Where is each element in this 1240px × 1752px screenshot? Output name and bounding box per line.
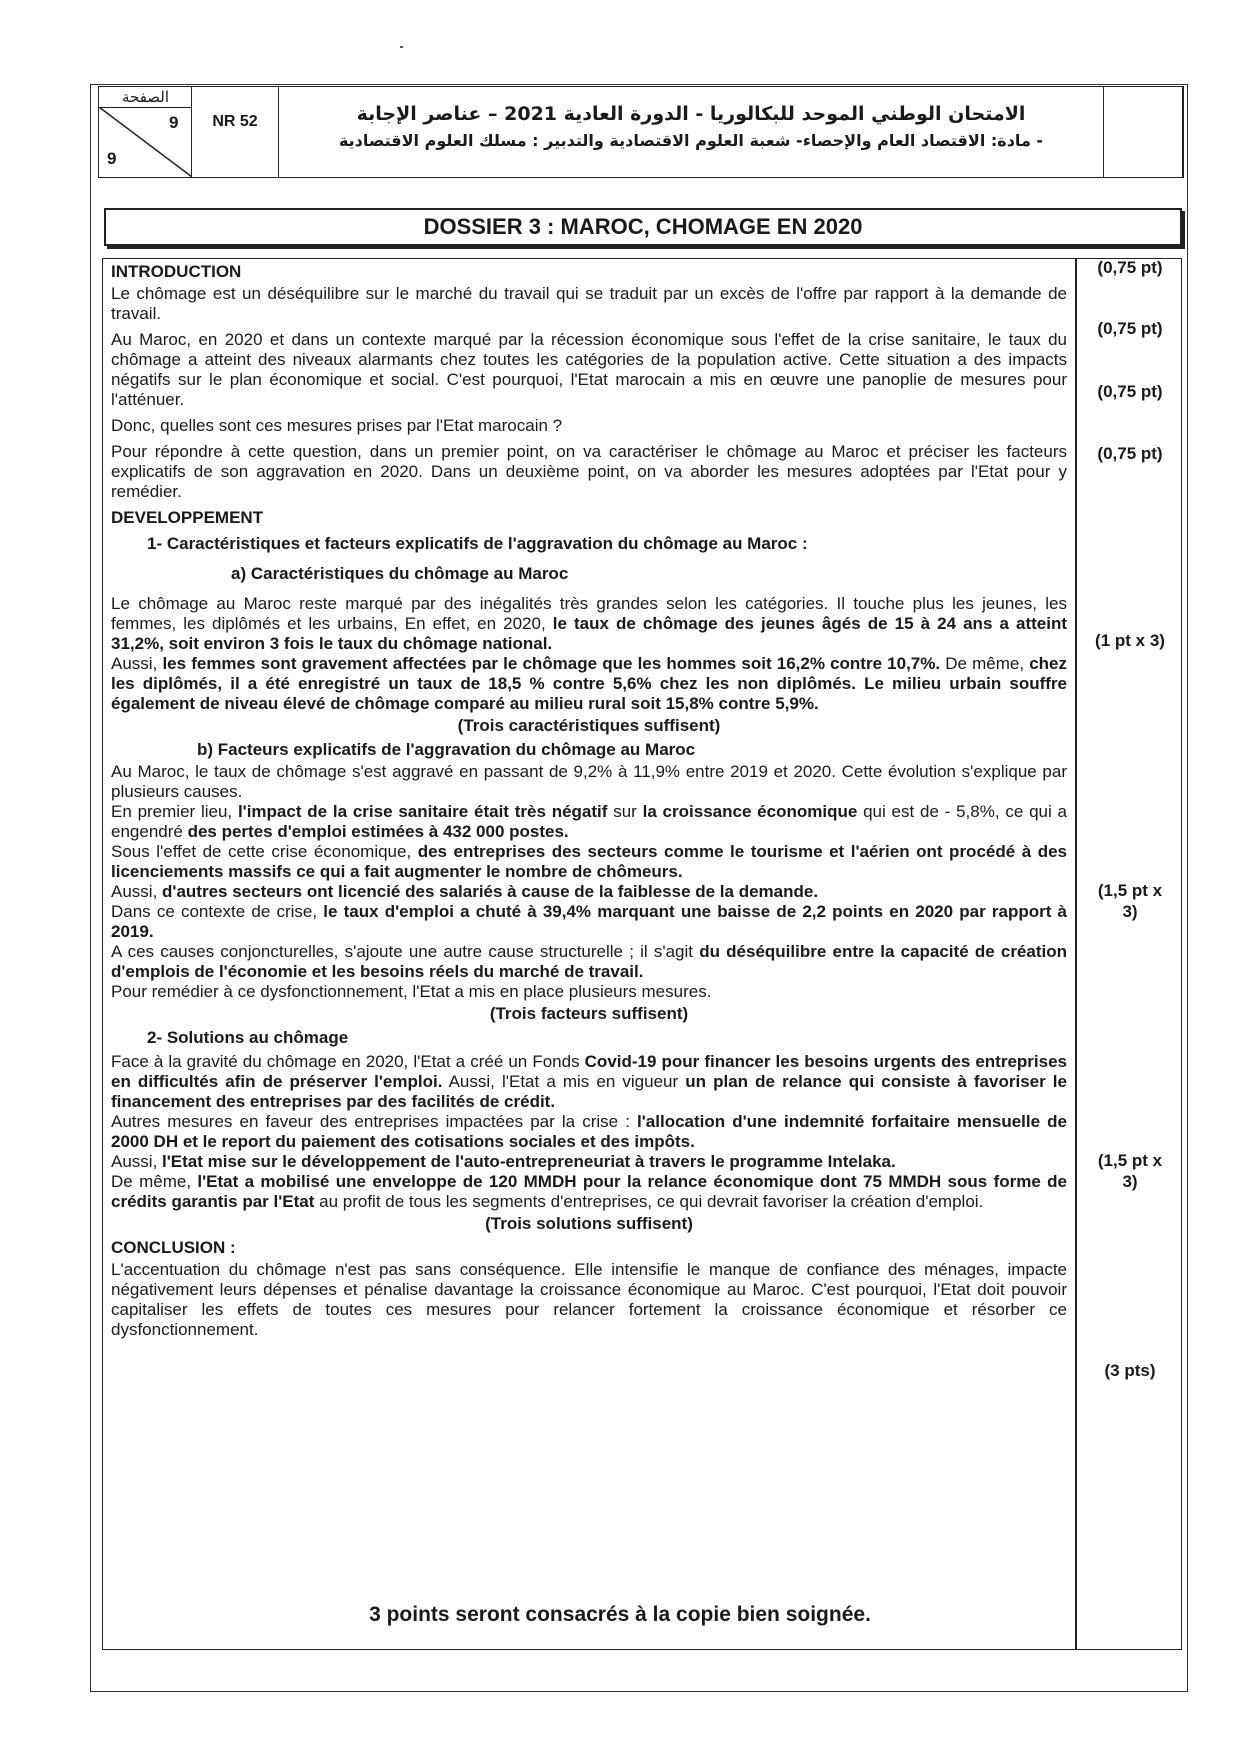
section-2-title: 2- Solutions au chômage	[147, 1028, 349, 1047]
factors-paragraph-6: A ces causes conjoncturelles, s'ajoute une autre cause structurelle ; il s'agit du déséquilibre entre la capacité de création d'emplois de l'économie et les besoins réels du marché de travail.	[111, 942, 1067, 981]
exam-header	[98, 86, 1184, 178]
page-number-cell	[99, 87, 192, 177]
blank-cell	[1104, 87, 1183, 177]
exam-code: NR 52	[212, 113, 258, 130]
factors-paragraph-2: En premier lieu, l'impact de la crise sanitaire était très négatif sur la croissance économique qui est de - 5,8%, ce qui a engendré des pertes d'emploi estimées à 432 000 postes.	[111, 802, 1067, 841]
factors-paragraph-7: Pour remédier à ce dysfonctionnement, l'Etat a mis en place plusieurs mesures.	[111, 982, 712, 1001]
solutions-paragraph-4: De même, l'Etat a mobilisé une enveloppe de 120 MMDH pour la relance économique dont 75 MMDH sous forme de crédits garantis par l'Etat au profit de tous les segments d'entreprises, ce qui devrait favoriser la création d'emploi.	[111, 1172, 1067, 1211]
solutions-paragraph-2: Autres mesures en faveur des entreprises impactées par la crise : l'allocation d'une indemnité forfaitaire mensuelle de 2000 DH et le report du paiement des cotisations sociales et des impôts.	[111, 1112, 1067, 1151]
intro-paragraph-4: Pour répondre à cette question, dans un premier point, on va caractériser le chômage au Maroc et préciser les facteurs explicatifs de son aggravation en 2020. Dans un deuxième point, on va aborder les mesures adoptées par l'Etat pour y remédier.	[111, 442, 1067, 501]
factors-note: (Trois facteurs suffisent)	[489, 1004, 689, 1023]
subsection-b-title: b) Facteurs explicatifs de l'aggravation du chômage au Maroc	[197, 740, 696, 759]
factors-paragraph-3: Sous l'effet de cette crise économique, des entreprises des secteurs comme le tourisme et l'aérien ont procédé à des licenciements massifs ce qui a fait augmenter le nombre de chômeurs.	[111, 842, 1067, 881]
current-page-number: 9	[169, 113, 179, 132]
score-factors-line2: 3)	[1122, 902, 1138, 921]
factors-paragraph-5: Dans ce contexte de crise, le taux d'emploi a chuté à 39,4% marquant une baisse de 2,2 points en 2020 par rapport à 2019.	[111, 902, 1067, 941]
characteristics-paragraph-1: Le chômage au Maroc reste marqué par des inégalités très grandes selon les catégories. Il touche plus les jeunes, les femmes, les diplômés et les urbains, En effet, en 2020, le taux de chômage des jeunes âgés de 15 à 24 ans a atteint 31,2%, soit environ 3 fois le taux du chômage national.	[111, 594, 1067, 653]
score-intro-4: (0,75 pt)	[1097, 444, 1163, 463]
exam-title-line2: - مادة: الاقتصاد العام والإحصاء- شعبة العلوم الاقتصادية والتدبير : مسلك العلوم الاقتصادية	[338, 131, 1044, 150]
solutions-paragraph-1: Face à la gravité du chômage en 2020, l'Etat a créé un Fonds Covid-19 pour financer les besoins urgents des entreprises en difficultés afin de préserver l'emploi. Aussi, l'Etat a mis en vigueur un plan de relance qui consiste à favoriser le financement des entreprises par des facilités de crédit.	[111, 1052, 1067, 1111]
scan-speck	[400, 46, 403, 48]
score-solutions-line1: (1,5 pt x	[1097, 1151, 1163, 1170]
dossier-title: DOSSIER 3 : MAROC, CHOMAGE EN 2020	[104, 208, 1182, 246]
subsection-a-title: a) Caractéristiques du chômage au Maroc	[231, 564, 569, 583]
score-intro-3: (0,75 pt)	[1097, 382, 1163, 401]
solutions-note: (Trois solutions suffisent)	[485, 1214, 693, 1233]
answer-content	[111, 262, 1067, 1346]
score-intro-2: (0,75 pt)	[1097, 319, 1163, 338]
footer-note: 3 points seront consacrés à la copie bien soignée.	[369, 1603, 871, 1626]
characteristics-note: (Trois caractéristiques suffisent)	[457, 716, 721, 735]
solutions-paragraph-3: Aussi, l'Etat mise sur le développement de l'auto-entrepreneuriat à travers le programme Intelaka.	[111, 1152, 896, 1171]
score-characteristics: (1 pt x 3)	[1095, 631, 1165, 650]
score-conclusion: (3 pts)	[1104, 1361, 1156, 1380]
total-pages: 9	[107, 149, 117, 168]
conclusion-paragraph: L'accentuation du chômage n'est pas sans conséquence. Elle intensifie le manque de confiance des ménages, impacte négativement leurs dépenses et pénalise davantage la croissance économique au Maroc. C'est pourquoi, l'Etat doit pouvoir capitaliser les effets de toutes ces mesures pour relancer fortement la croissance économique et résorber ce dysfonctionnement.	[111, 1260, 1067, 1339]
page-label: الصفحة	[99, 87, 192, 108]
section-1-title: 1- Caractéristiques et facteurs explicatifs de l'aggravation du chômage au Maroc :	[147, 534, 808, 553]
intro-paragraph-2: Au Maroc, en 2020 et dans un contexte marqué par la récession économique sous l'effet de la crise sanitaire, le taux du chômage a atteint des niveaux alarmants chez toutes les catégories de la population active. Cette situation a des impacts négatifs sur le plan économique et social. C'est pourquoi, l'Etat marocain a mis en œuvre une panoplie de mesures pour l'atténuer.	[111, 330, 1067, 409]
exam-title-line1: الامتحان الوطني الموحد للبكالوريا - الدورة العادية 2021 – عناصر الإجابة	[356, 103, 1026, 125]
factors-paragraph-1: Au Maroc, le taux de chômage s'est aggravé en passant de 9,2% à 11,9% entre 2019 et 2020. Cette évolution s'explique par plusieurs causes.	[111, 762, 1067, 801]
score-solutions-line2: 3)	[1122, 1172, 1138, 1191]
characteristics-paragraph-2: Aussi, les femmes sont gravement affectées par le chômage que les hommes soit 16,2% contre 10,7%. De même, chez les diplômés, il a été enregistré un taux de 18,5 % contre 5,6% chez les non diplômés. Le milieu urbain souffre également de niveau élevé de chômage comparé au milieu rural soit 15,8% contre 5,9%.	[111, 654, 1067, 713]
conclusion-heading: CONCLUSION :	[111, 1238, 236, 1257]
intro-paragraph-1: Le chômage est un déséquilibre sur le marché du travail qui se traduit par un excès de l'offre par rapport à la demande de travail.	[111, 284, 1067, 323]
score-factors-line1: (1,5 pt x	[1097, 881, 1163, 900]
exam-title-cell	[279, 87, 1104, 177]
score-column-divider	[1075, 258, 1077, 1650]
score-intro-1: (0,75 pt)	[1097, 258, 1163, 277]
exam-code-cell	[192, 87, 279, 177]
introduction-heading: INTRODUCTION	[111, 262, 242, 281]
intro-paragraph-3: Donc, quelles sont ces mesures prises par l'Etat marocain ?	[111, 416, 563, 435]
factors-paragraph-4: Aussi, d'autres secteurs ont licencié des salariés à cause de la faiblesse de la demande.	[111, 882, 819, 901]
development-heading: DEVELOPPEMENT	[111, 508, 264, 527]
